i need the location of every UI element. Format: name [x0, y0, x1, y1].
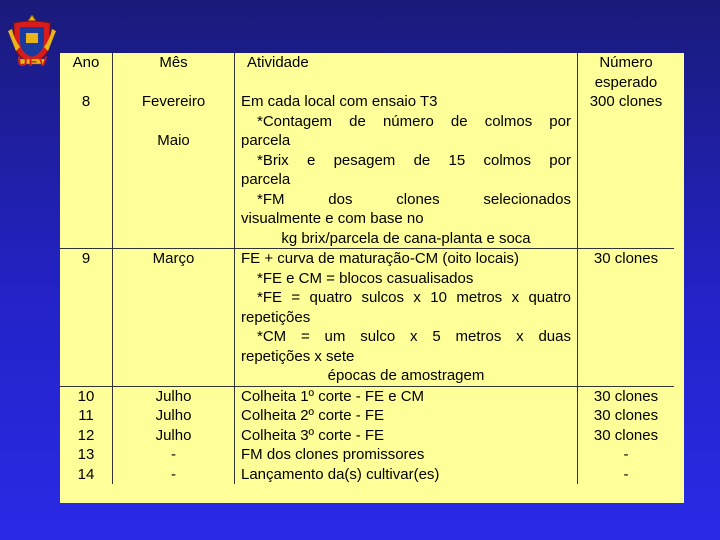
final-ano: 13	[77, 446, 95, 463]
row8-atividade-line: parcela	[241, 132, 291, 149]
final-ano: 11	[78, 407, 94, 424]
final-numero: -	[623, 465, 629, 483]
row9-atividade-line: repetições	[241, 308, 311, 326]
logo-text: UFV	[17, 53, 49, 69]
final-atividade: Colheita 2º corte - FE	[241, 407, 385, 424]
final-mes: Julho	[155, 407, 192, 424]
row9-atividade-line: épocas de amostragem	[327, 367, 485, 384]
row9-mes: Março	[152, 250, 195, 267]
row9-atividade-line: FE + curva de maturação-CM (oito locais)	[241, 250, 520, 267]
final-atividade: Colheita 3º corte - FE	[241, 426, 385, 444]
header-mes: Mês	[159, 54, 188, 71]
row8-atividade-line: Em cada local com ensaio T3	[241, 93, 438, 110]
final-ano: 12	[77, 426, 95, 444]
header-numero-2: esperado	[594, 73, 658, 91]
final-mes: Julho	[155, 426, 192, 444]
final-numero: 30 clones	[593, 387, 659, 405]
row9-atividade-line: repetições x sete	[241, 347, 355, 365]
final-numero: 30 clones	[593, 407, 659, 424]
header-atividade: Atividade	[247, 54, 309, 71]
row9-atividade-line: *CM = um sulco x 5 metros x duas	[257, 328, 571, 345]
activities-table	[60, 53, 674, 484]
row8-atividade-line: *Brix e pesagem de 15 colmos por	[257, 151, 571, 169]
final-atividade: FM dos clones promissores	[241, 446, 425, 463]
table-header-row	[60, 53, 674, 249]
row8-mes-1: Fevereiro	[141, 93, 206, 110]
final-ano: 14	[77, 465, 95, 483]
row9-atividade-line: *FE e CM = blocos casualisados	[257, 269, 474, 287]
row9-numero: 30 clones	[593, 250, 659, 267]
final-atividade: Lançamento da(s) cultivar(es)	[241, 465, 440, 483]
final-mes: Julho	[155, 387, 192, 405]
final-mes: -	[171, 446, 176, 463]
final-numero: -	[623, 446, 629, 463]
row8-numero: 300 clones	[589, 93, 663, 110]
table-row-9	[60, 249, 674, 387]
row8-ano: 8	[81, 93, 91, 110]
row8-atividade-line: parcela	[241, 171, 291, 188]
row8-atividade-line: *Contagem de número de colmos por	[257, 112, 571, 130]
header-numero-1: Número	[599, 54, 653, 71]
row8-mes-2: Maio	[157, 132, 190, 149]
row9-atividade-line: *FE = quatro sulcos x 10 metros x quatro	[257, 289, 571, 306]
final-numero: 30 clones	[593, 426, 659, 444]
final-ano: 10	[77, 387, 95, 405]
row9-ano: 9	[81, 250, 91, 267]
final-atividade: Colheita 1º corte - FE e CM	[241, 387, 425, 405]
row8-atividade-line: visualmente e com base no	[241, 210, 424, 227]
final-mes: -	[171, 465, 176, 483]
table-row-final	[60, 386, 674, 484]
row8-atividade-line: kg brix/parcela de cana-planta e soca	[281, 229, 531, 247]
header-ano: Ano	[72, 54, 100, 71]
row8-atividade-line: *FM dos clones selecionados	[257, 190, 571, 208]
